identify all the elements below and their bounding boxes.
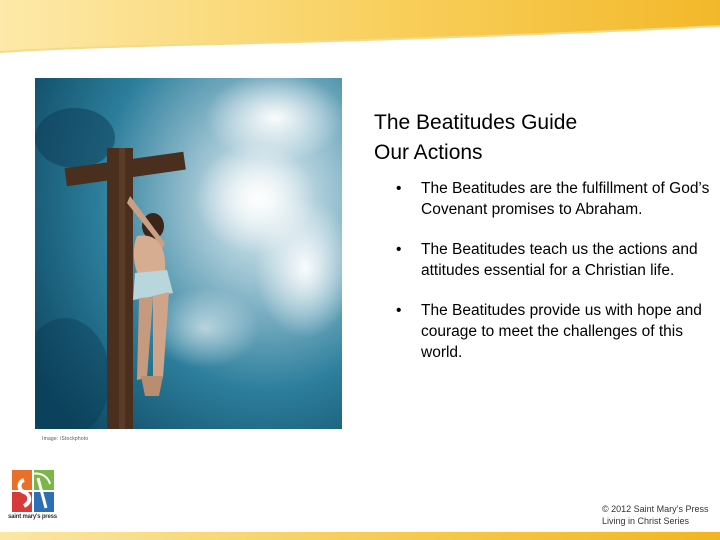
bottom-decorative-band (0, 532, 720, 540)
bullet-item (396, 178, 714, 220)
crucifix-photo (35, 78, 342, 429)
series-line: Living in Christ Series (602, 516, 690, 526)
bullet-item (396, 300, 714, 363)
logo-wordmark: saint mary's press (8, 514, 57, 520)
bullet-text: The Beatitudes teach us the actions and attitudes essential for a Christian life. (421, 241, 698, 279)
bullet-marker: • (396, 241, 402, 258)
slide-title-line-1: The Beatitudes Guide (374, 111, 578, 134)
bullet-text: The Beatitudes are the fulfillment of God’s Covenant promises to Abraham. (421, 180, 710, 218)
copyright-line: © 2012 Saint Mary’s Press (602, 504, 709, 514)
slide-title-line-2: Our Actions (374, 141, 483, 164)
bullet-item (396, 239, 714, 281)
slide-title (374, 108, 694, 168)
top-decorative-band (0, 0, 720, 62)
bullet-marker: • (396, 302, 402, 319)
bullet-list (396, 178, 714, 382)
bullet-text: The Beatitudes provide us with hope and courage to meet the challenges of this world. (421, 302, 702, 361)
image-credit: Image: iStockphoto (42, 436, 89, 442)
copyright-notice (602, 503, 709, 527)
bullet-marker: • (396, 180, 402, 197)
